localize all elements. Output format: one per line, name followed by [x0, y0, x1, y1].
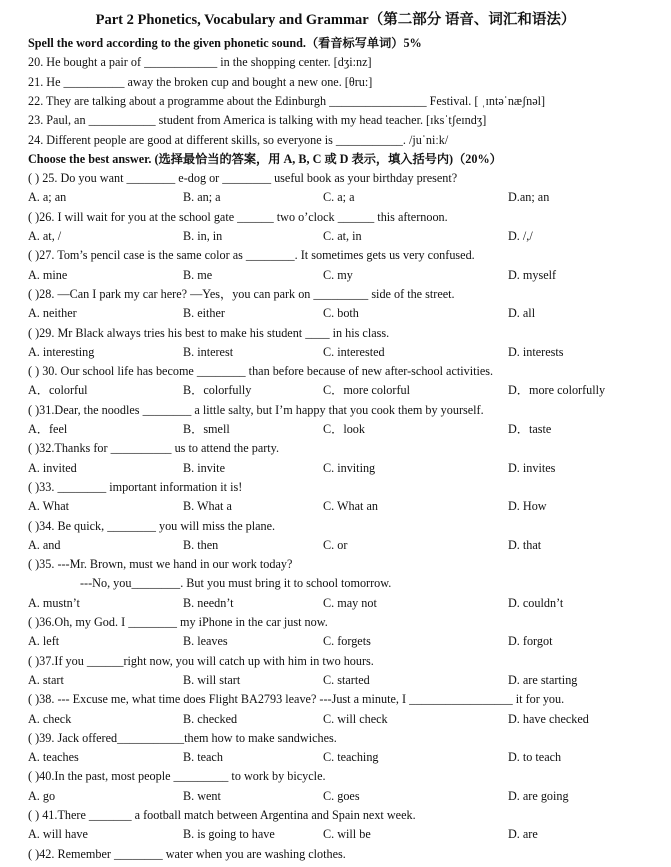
option-a: A．feel	[28, 422, 68, 436]
option-b: B. checked	[183, 711, 238, 726]
option-c: C. both	[323, 306, 359, 321]
option-a: A. a; an	[28, 190, 67, 205]
options-row	[28, 266, 663, 285]
option-d: D. to teach	[508, 750, 562, 765]
question-stem: ( )33. ________ important information it is!	[28, 479, 243, 494]
question-stem: ( )28. —Can I park my car here? —Yes，you can park on _________ side of the street.	[28, 286, 455, 301]
question-stem: ( ) 30. Our school life has become ________ than before because of new after-school activities.	[28, 364, 494, 379]
question-stem: ---No, you________. But you must bring it to school tomorrow.	[80, 576, 392, 591]
question-stem: ( )37.If you ______right now, you will catch up with him in two hours.	[28, 653, 374, 668]
option-d: D. have checked	[508, 711, 589, 726]
options-row	[28, 343, 663, 362]
option-d: D.an; an	[508, 190, 550, 205]
question-stem: ( )38. --- Excuse me, what time does Flight BA2793 leave? ---Just a minute, I _________________ it for you.	[28, 692, 565, 707]
option-b: B．smell	[183, 422, 230, 436]
option-a: A. interesting	[28, 344, 95, 359]
option-d: D. invites	[508, 460, 556, 475]
option-d: D. that	[508, 537, 542, 552]
options-row	[28, 420, 663, 439]
option-c: C. started	[323, 672, 370, 687]
option-d: D. forgot	[508, 634, 553, 649]
option-a: A. go	[28, 788, 56, 803]
option-b: B. either	[183, 306, 225, 321]
option-c: C. may not	[323, 595, 377, 610]
option-b: B. went	[183, 788, 221, 803]
question-stem: ( ) 25. Do you want ________ e-dog or ________ useful book as your birthday present?	[28, 171, 458, 186]
option-b: B. me	[183, 267, 213, 282]
spelling-item: 23. Paul, an ___________ student from America is talking with my head teacher. [ɪksˈtʃeɪndʒ]	[28, 113, 487, 128]
option-a: A. start	[28, 672, 64, 687]
option-b: B. invite	[183, 460, 225, 475]
option-c: C. goes	[323, 788, 360, 803]
question-stem: ( )40.In the past, most people _________ to work by bicycle.	[28, 769, 326, 784]
option-a: A. teaches	[28, 750, 79, 765]
options-row	[28, 381, 663, 400]
options-row	[28, 825, 663, 844]
options-row	[28, 188, 663, 207]
question-stem: ( )39. Jack offered___________them how to make sandwiches.	[28, 730, 337, 745]
option-d: D. How	[508, 499, 547, 514]
question-stem: ( ) 41.There _______ a football match between Argentina and Spain next week.	[28, 808, 416, 822]
option-c: C. What an	[323, 499, 378, 514]
option-b: B. an; a	[183, 190, 221, 205]
options-row	[28, 304, 663, 323]
question-stem: ( )27. Tom’s pencil case is the same color as ________. It sometimes gets us very confused.	[28, 248, 475, 263]
option-c: C. interested	[323, 344, 385, 359]
options-row	[28, 710, 663, 729]
question-stem: ( )26. I will wait for you at the school gate ______ two o’clock ______ this afternoon.	[28, 209, 448, 224]
option-a: A. mustn’t	[28, 595, 80, 610]
options-row	[28, 459, 663, 478]
question-stem: ( )35. ---Mr. Brown, must we hand in our work today?	[28, 557, 293, 572]
option-a: A. neither	[28, 306, 77, 321]
option-c: C. will check	[323, 711, 388, 726]
options-row	[28, 227, 663, 246]
option-b: B. is going to have	[183, 827, 275, 842]
option-a: A. will have	[28, 827, 88, 842]
option-d: D. are	[508, 827, 538, 842]
option-d: D. all	[508, 306, 536, 321]
option-b: B．colorfully	[183, 383, 252, 398]
question-stem: ( )31.Dear, the noodles ________ a little salty, but I’m happy that you cook them by yourself.	[28, 402, 484, 417]
section-heading: Choose the best answer. (选择最恰当的答案，用 A, B, C 或 D 表示，填入括号内)（20%）	[28, 151, 502, 166]
option-c: C. will be	[323, 827, 371, 842]
options-row	[28, 536, 663, 555]
question-stem: ( )36.Oh, my God. I ________ my iPhone in the car just now.	[28, 615, 328, 629]
spelling-item: 22. They are talking about a programme about the Edinburgh ________________ Festival. [ ˌɪntəˈnæʃnəl]	[28, 93, 546, 108]
option-c: C. forgets	[323, 634, 371, 649]
option-a: A. check	[28, 711, 72, 726]
option-a: A. left	[28, 634, 60, 649]
option-c: C．look	[323, 422, 365, 436]
option-d: D. couldn’t	[508, 595, 564, 610]
question-stem: ( )34. Be quick, ________ you will miss the plane.	[28, 518, 276, 533]
option-c: C．more colorful	[323, 383, 410, 398]
option-a: A. What	[28, 499, 70, 514]
options-row	[28, 787, 663, 806]
option-c: C. inviting	[323, 460, 376, 475]
spelling-item: 24. Different people are good at different skills, so everyone is ___________. /juˈniːk/	[28, 132, 449, 147]
spelling-item: 20. He bought a pair of ____________ in the shopping center. [dʒi:nz]	[28, 55, 372, 70]
option-d: D. myself	[508, 267, 557, 282]
option-c: C. at, in	[323, 229, 362, 243]
option-d: D．taste	[508, 422, 552, 436]
option-d: D. are going	[508, 788, 569, 803]
section-heading: Spell the word according to the given phonetic sound.（看音标写单词）5%	[28, 36, 422, 50]
option-a: A．colorful	[28, 383, 88, 398]
option-d: D. /,/	[508, 229, 533, 243]
options-row	[28, 497, 663, 516]
option-b: B. needn’t	[183, 595, 234, 610]
option-b: B. interest	[183, 344, 234, 359]
options-row	[28, 748, 663, 767]
spelling-item: 21. He __________ away the broken cup and bought a new one. [θru:]	[28, 74, 373, 89]
option-a: A. mine	[28, 267, 68, 282]
options-row	[28, 594, 663, 613]
question-stem: ( )32.Thanks for __________ us to attend the party.	[28, 441, 280, 456]
option-b: B. in, in	[183, 229, 223, 243]
question-stem: ( )42. Remember ________ water when you are washing clothes.	[28, 846, 346, 861]
option-d: D. interests	[508, 344, 564, 359]
options-row	[28, 632, 663, 651]
option-d: D．more colorfully	[508, 383, 606, 398]
option-c: C. my	[323, 267, 353, 282]
option-b: B. will start	[183, 672, 241, 687]
option-b: B. then	[183, 537, 219, 552]
option-c: C. a; a	[323, 190, 355, 205]
option-b: B. teach	[183, 750, 223, 765]
option-b: B. leaves	[183, 634, 228, 649]
option-a: A. and	[28, 537, 61, 552]
page-title: Part 2 Phonetics, Vocabulary and Grammar（第二部分 语音、词汇和语法）	[95, 12, 576, 28]
option-b: B. What a	[183, 499, 232, 514]
question-stem: ( )29. Mr Black always tries his best to make his student ____ in his class.	[28, 325, 390, 340]
option-d: D. are starting	[508, 672, 578, 687]
option-a: A. invited	[28, 460, 77, 475]
option-a: A. at, /	[28, 229, 62, 243]
options-row	[28, 671, 663, 690]
option-c: C. or	[323, 537, 348, 552]
option-c: C. teaching	[323, 750, 379, 765]
